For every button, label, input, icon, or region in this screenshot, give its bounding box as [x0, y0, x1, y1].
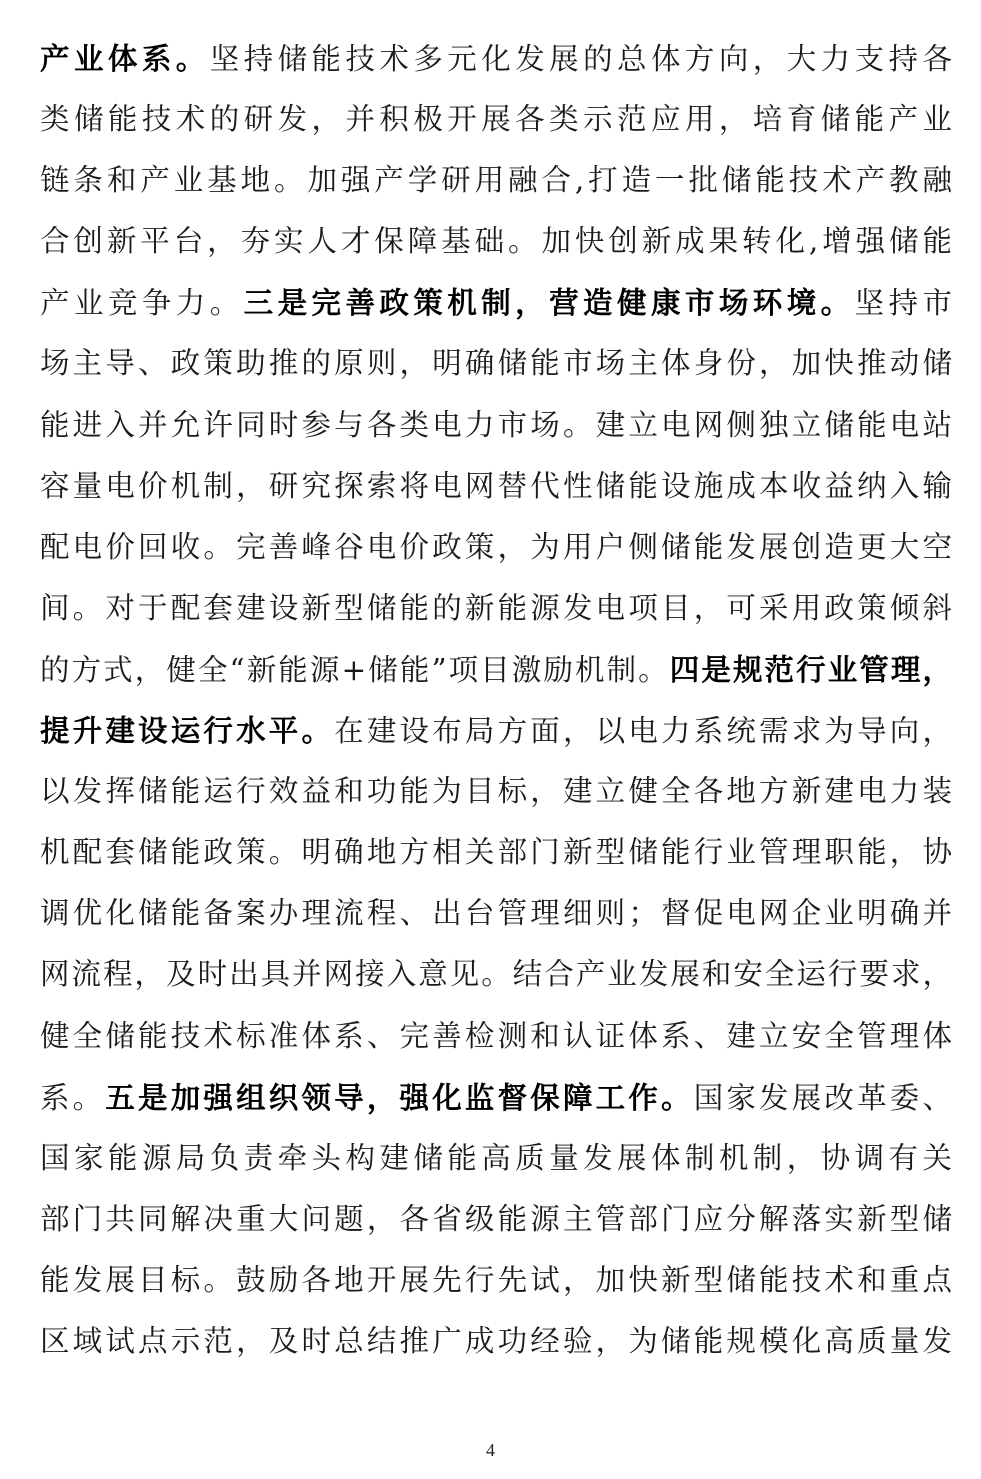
- page-number: 4: [486, 1440, 495, 1460]
- text-line: [40, 28, 952, 89]
- text-line: [40, 1067, 952, 1128]
- text-segment: 坚持市: [854, 286, 952, 321]
- body-text: [40, 28, 952, 1372]
- text-segment: 以发挥储能运行效益和功能为目标，建立健全各地方新建电力装: [40, 774, 952, 809]
- text-line: [40, 517, 952, 578]
- text-line: [40, 761, 952, 822]
- text-segment: 产业竞争力。: [40, 286, 244, 321]
- text-line: [40, 700, 952, 761]
- text-segment: 调优化储能备案办理流程、出台管理细则；督促电网企业明确并: [40, 896, 952, 931]
- text-segment: 国家发展改革委、: [693, 1080, 952, 1115]
- text-segment: 能发展目标。鼓励各地开展先行先试，加快新型储能技术和重点: [40, 1262, 952, 1297]
- text-segment: 在建设布局方面，以电力系统需求为导向，: [334, 714, 952, 749]
- text-segment: 类储能技术的研发，并积极开展各类示范应用，培育储能产业: [40, 102, 952, 137]
- text-segment: 链条和产业基地。加强产学研用融合,打造一批储能技术产教融: [40, 163, 952, 198]
- text-line: [40, 150, 952, 211]
- bold-heading-segment: 五是加强组织领导，强化监督保障工作。: [105, 1079, 694, 1115]
- text-segment: 健全储能技术标准体系、完善检测和认证体系、建立安全管理体: [40, 1018, 952, 1053]
- text-line: [40, 578, 952, 639]
- text-line: [40, 1311, 952, 1372]
- text-line: [40, 211, 952, 272]
- text-line: [40, 89, 952, 150]
- text-segment: 国家能源局负责牵头构建储能高质量发展体制机制，协调有关: [40, 1140, 952, 1175]
- text-line: [40, 272, 952, 333]
- text-line: [40, 639, 952, 700]
- text-line: [40, 1250, 952, 1311]
- text-segment: 容量电价机制，研究探索将电网替代性储能设施成本收益纳入输: [40, 468, 952, 503]
- text-line: [40, 883, 952, 944]
- text-segment: 间。对于配套建设新型储能的新能源发电项目，可采用政策倾斜: [40, 590, 952, 625]
- text-segment: 场主导、政策助推的原则，明确储能市场主体身份，加快推动储: [40, 346, 952, 381]
- text-line: [40, 456, 952, 517]
- text-line: [40, 1128, 952, 1189]
- text-segment: 配电价回收。完善峰谷电价政策，为用户侧储能发展创造更大空: [40, 529, 952, 564]
- text-segment: 的方式，健全“新能源+储能”项目激励机制。: [40, 652, 670, 687]
- text-line: [40, 1006, 952, 1067]
- bold-heading-segment: 产业体系。: [40, 41, 210, 76]
- text-line: [40, 395, 952, 456]
- bold-heading-segment: 四是规范行业管理，: [669, 651, 952, 687]
- text-segment: 合创新平台，夯实人才保障基础。加快创新成果转化,增强储能: [40, 224, 952, 259]
- text-line: [40, 822, 952, 883]
- text-segment: 区域试点示范，及时总结推广成功经验，为储能规模化高质量发: [40, 1323, 952, 1358]
- text-segment: 网流程，及时出具并网接入意见。结合产业发展和安全运行要求，: [40, 957, 952, 992]
- text-segment: 系。: [40, 1080, 106, 1115]
- text-line: [40, 944, 952, 1005]
- text-segment: 部门共同解决重大问题，各省级能源主管部门应分解落实新型储: [40, 1201, 952, 1236]
- text-segment: 机配套储能政策。明确地方相关部门新型储能行业管理职能，协: [40, 835, 952, 870]
- bold-heading-segment: 三是完善政策机制，营造健康市场环境。: [243, 285, 855, 321]
- text-line: [40, 333, 952, 394]
- text-line: [40, 1189, 952, 1250]
- bold-heading-segment: 提升建设运行水平。: [40, 713, 335, 749]
- text-segment: 能进入并允许同时参与各类电力市场。建立电网侧独立储能电站: [40, 407, 952, 442]
- text-segment: 坚持储能技术多元化发展的总体方向，大力支持各: [209, 42, 952, 76]
